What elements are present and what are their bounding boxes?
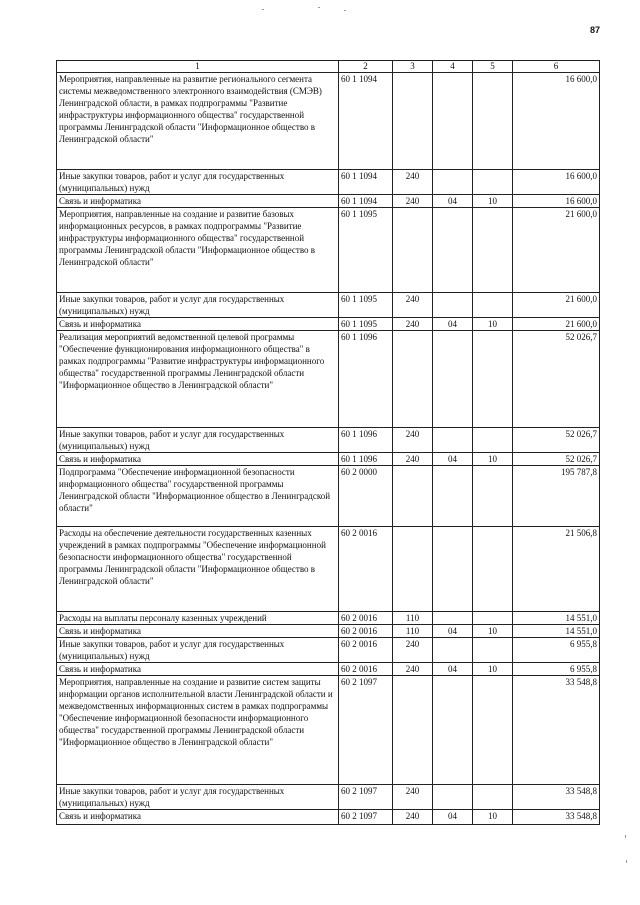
table-row [57, 453, 600, 466]
cell-amount: 14 551,0 [513, 612, 600, 625]
cell-expense-type: 240 [393, 195, 433, 208]
cell-section [433, 208, 473, 293]
cell-section: 04 [433, 663, 473, 676]
cell-name: Связь и информатика [57, 663, 339, 676]
cell-expense-type: 240 [393, 318, 433, 331]
cell-section: 04 [433, 810, 473, 825]
cell-target-code: 60 2 0016 [339, 663, 393, 676]
cell-expense-type [393, 208, 433, 293]
cell-expense-type: 110 [393, 612, 433, 625]
table-header-row [57, 61, 600, 73]
scan-speck [262, 9, 264, 10]
cell-subsection [473, 676, 513, 785]
cell-name: Мероприятия, направленные на развитие регионального сегмента системы межведомственного электронного взаимодействия (СМЭВ) Ленинградской области, в рамках подпрограммы "Развитие инфраструктуры информационного общества" государственной программы Ленинградской области "Информационное общество в Ленинградской области" [57, 73, 339, 170]
cell-target-code: 60 1 1096 [339, 331, 393, 428]
cell-target-code: 60 1 1095 [339, 293, 393, 318]
cell-expense-type [393, 527, 433, 612]
cell-name: Связь и информатика [57, 453, 339, 466]
cell-expense-type [393, 331, 433, 428]
cell-section [433, 638, 473, 663]
cell-amount: 21 600,0 [513, 318, 600, 331]
cell-section: 04 [433, 625, 473, 638]
cell-section [433, 612, 473, 625]
column-header-target-code: 2 [339, 61, 393, 73]
cell-amount: 16 600,0 [513, 170, 600, 195]
cell-amount: 21 600,0 [513, 208, 600, 293]
cell-name: Иные закупки товаров, работ и услуг для государственных (муниципальных) нужд [57, 170, 339, 195]
cell-target-code: 60 1 1096 [339, 428, 393, 453]
cell-name: Связь и информатика [57, 195, 339, 208]
cell-subsection [473, 331, 513, 428]
cell-target-code: 60 2 1097 [339, 785, 393, 810]
cell-expense-type [393, 466, 433, 527]
column-header-section: 4 [433, 61, 473, 73]
table-row [57, 612, 600, 625]
cell-section [433, 293, 473, 318]
cell-name: Иные закупки товаров, работ и услуг для государственных (муниципальных) нужд [57, 428, 339, 453]
cell-expense-type: 240 [393, 293, 433, 318]
cell-target-code: 60 2 0016 [339, 612, 393, 625]
cell-name: Расходы на выплаты персоналу казенных учреждений [57, 612, 339, 625]
table-row [57, 318, 600, 331]
cell-name: Иные закупки товаров, работ и услуг для государственных (муниципальных) нужд [57, 785, 339, 810]
scan-speck [626, 860, 627, 863]
budget-table [56, 60, 600, 825]
cell-name: Иные закупки товаров, работ и услуг для государственных (муниципальных) нужд [57, 293, 339, 318]
cell-name: Иные закупки товаров, работ и услуг для государственных (муниципальных) нужд [57, 638, 339, 663]
table-body [57, 73, 600, 825]
cell-target-code: 60 1 1095 [339, 318, 393, 331]
cell-target-code: 60 2 1097 [339, 676, 393, 785]
cell-name: Связь и информатика [57, 625, 339, 638]
cell-subsection: 10 [473, 195, 513, 208]
cell-expense-type: 240 [393, 453, 433, 466]
cell-amount: 16 600,0 [513, 195, 600, 208]
cell-expense-type: 240 [393, 663, 433, 676]
cell-name: Связь и информатика [57, 318, 339, 331]
table-row [57, 663, 600, 676]
cell-subsection [473, 466, 513, 527]
cell-section [433, 73, 473, 170]
table-row [57, 170, 600, 195]
table-row [57, 676, 600, 785]
column-header-name: 1 [57, 61, 339, 73]
cell-amount: 6 955,8 [513, 638, 600, 663]
cell-subsection [473, 293, 513, 318]
cell-section [433, 466, 473, 527]
cell-amount: 195 787,8 [513, 466, 600, 527]
cell-amount: 33 548,8 [513, 810, 600, 825]
cell-target-code: 60 2 0016 [339, 625, 393, 638]
cell-subsection [473, 612, 513, 625]
cell-subsection [473, 73, 513, 170]
table-row [57, 208, 600, 293]
cell-expense-type: 240 [393, 428, 433, 453]
cell-subsection: 10 [473, 810, 513, 825]
cell-target-code: 60 1 1094 [339, 73, 393, 170]
cell-target-code: 60 1 1094 [339, 170, 393, 195]
cell-section [433, 676, 473, 785]
cell-subsection [473, 170, 513, 195]
table-row [57, 527, 600, 612]
cell-name: Связь и информатика [57, 810, 339, 825]
table-row [57, 428, 600, 453]
cell-section [433, 331, 473, 428]
cell-amount: 52 026,7 [513, 331, 600, 428]
cell-subsection [473, 428, 513, 453]
cell-subsection: 10 [473, 663, 513, 676]
cell-expense-type: 240 [393, 810, 433, 825]
table-row [57, 810, 600, 825]
cell-target-code: 60 2 1097 [339, 810, 393, 825]
column-header-subsection: 5 [473, 61, 513, 73]
cell-expense-type: 240 [393, 170, 433, 195]
table-row [57, 195, 600, 208]
cell-amount: 14 551,0 [513, 625, 600, 638]
cell-name: Мероприятия, направленные на создание и развитие систем защиты информации органов исполнительной власти Ленинградской области и межведомственных информационных систем в рамках подпрограммы "Обеспечение информационной безопасности информационного общества" государственной программы Ленинградской области "Информационное общество в Ленинградской области" [57, 676, 339, 785]
table-row [57, 293, 600, 318]
cell-subsection [473, 638, 513, 663]
cell-target-code: 60 2 0016 [339, 638, 393, 663]
cell-target-code: 60 2 0000 [339, 466, 393, 527]
cell-name: Мероприятия, направленные на создание и развитие базовых информационных ресурсов, в рамках подпрограммы "Развитие инфраструктуры информационного общества" государственной программы Ленинградской области "Информационное общество в Ленинградской области" [57, 208, 339, 293]
cell-expense-type [393, 73, 433, 170]
cell-name: Реализация мероприятий ведомственной целевой программы "Обеспечение функционирования информационного общества" в рамках подпрограммы "Развитие инфраструктуры информационного общества" государственной программы Ленинградской области "Информационное общество в Ленинградской области" [57, 331, 339, 428]
table-row [57, 331, 600, 428]
cell-amount: 33 548,8 [513, 676, 600, 785]
cell-section [433, 785, 473, 810]
column-header-expense-type: 3 [393, 61, 433, 73]
cell-amount: 16 600,0 [513, 73, 600, 170]
cell-section [433, 170, 473, 195]
cell-subsection: 10 [473, 318, 513, 331]
cell-name: Подпрограмма "Обеспечение информационной безопасности информационного общества" государственной программы Ленинградской области "Информационное общество в Ленинградской области" [57, 466, 339, 527]
cell-section: 04 [433, 453, 473, 466]
cell-amount: 21 600,0 [513, 293, 600, 318]
cell-target-code: 60 2 0016 [339, 527, 393, 612]
cell-expense-type [393, 676, 433, 785]
table-row [57, 638, 600, 663]
cell-amount: 21 506,8 [513, 527, 600, 612]
cell-target-code: 60 1 1096 [339, 453, 393, 466]
cell-section [433, 527, 473, 612]
cell-expense-type: 240 [393, 638, 433, 663]
column-header-amount: 6 [513, 61, 600, 73]
cell-target-code: 60 1 1094 [339, 195, 393, 208]
table-row [57, 785, 600, 810]
table-row [57, 73, 600, 170]
cell-amount: 33 548,8 [513, 785, 600, 810]
cell-subsection [473, 208, 513, 293]
cell-section: 04 [433, 195, 473, 208]
table-row [57, 466, 600, 527]
scan-speck [344, 10, 346, 11]
cell-subsection: 10 [473, 453, 513, 466]
cell-amount: 52 026,7 [513, 453, 600, 466]
table-row [57, 625, 600, 638]
scan-speck [318, 7, 320, 8]
cell-section: 04 [433, 318, 473, 331]
cell-expense-type: 240 [393, 785, 433, 810]
cell-amount: 52 026,7 [513, 428, 600, 453]
cell-subsection: 10 [473, 625, 513, 638]
cell-expense-type: 110 [393, 625, 433, 638]
cell-amount: 6 955,8 [513, 663, 600, 676]
cell-subsection [473, 785, 513, 810]
page-number: 87 [589, 25, 600, 35]
cell-name: Расходы на обеспечение деятельности государственных казенных учреждений в рамках подпрограммы "Обеспечение информационной безопасности информационного общества" государственной программы Ленинградской области "Информационное общество в Ленинградской области" [57, 527, 339, 612]
scan-speck [625, 835, 626, 838]
cell-section [433, 428, 473, 453]
cell-target-code: 60 1 1095 [339, 208, 393, 293]
cell-subsection [473, 527, 513, 612]
